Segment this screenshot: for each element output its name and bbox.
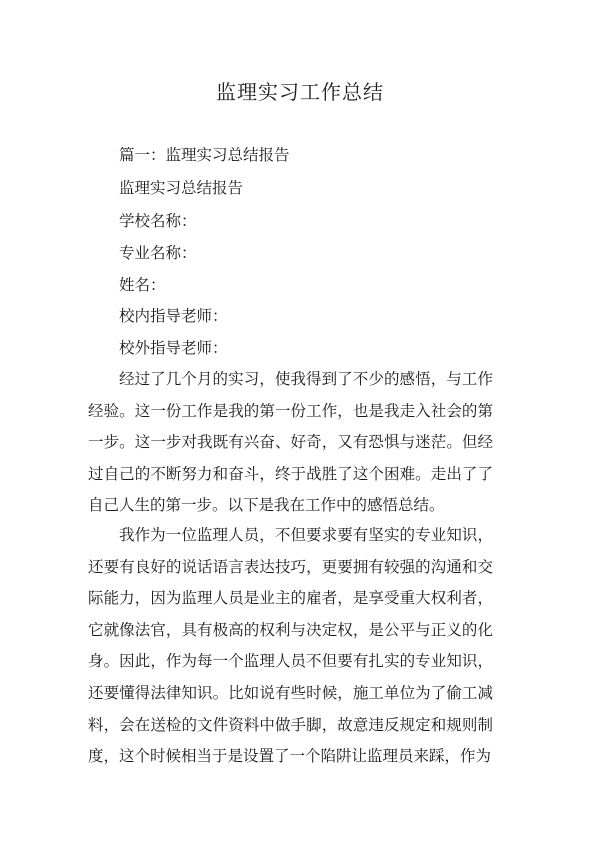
major-name-label: 专业名称： (119, 244, 197, 262)
paragraph-supervisor-duties: 我作为一位监理人员，不但要求要有坚实的专业知识，还要有良好的说话语言表达技巧，更要拥有较强的沟通和交际能力，因为监理人员是业主的雇者，是享受重大权利者，它就像法官，具有极高的权利与决定权，是公平与正义的化身。因此，作为每一个监理人员不但要有扎实的专业知识，还要懂得法律知识。比如说有些时候，施工单位为了偷工减料，会在送检的文件资料中做手脚，故意违反规定和规则制度，这个时候相当于是设置了一个陷阱让监理员来踩，作为 (88, 526, 493, 766)
school-name-label: 学校名称： (119, 212, 197, 230)
subtitle-line: 篇一：监理实习总结报告 (119, 146, 290, 164)
report-heading: 监理实习总结报告 (119, 179, 244, 197)
document-title: 监理实习工作总结 (216, 80, 384, 104)
paragraph-intro: 经过了几个月的实习，使我得到了不少的感悟，与工作经验。这一份工作是我的第一份工作，也是我走入社会的第一步。这一步对我既有兴奋、好奇，又有恐惧与迷茫。但经过自己的不断努力和奋斗，终于战胜了这个困难。走出了了自己人生的第一步。以下是我在工作中的感悟总结。 (88, 370, 493, 515)
student-name-label: 姓名： (119, 276, 166, 294)
internal-advisor-label: 校内指导老师： (119, 307, 228, 325)
external-advisor-label: 校外指导老师： (119, 339, 228, 357)
